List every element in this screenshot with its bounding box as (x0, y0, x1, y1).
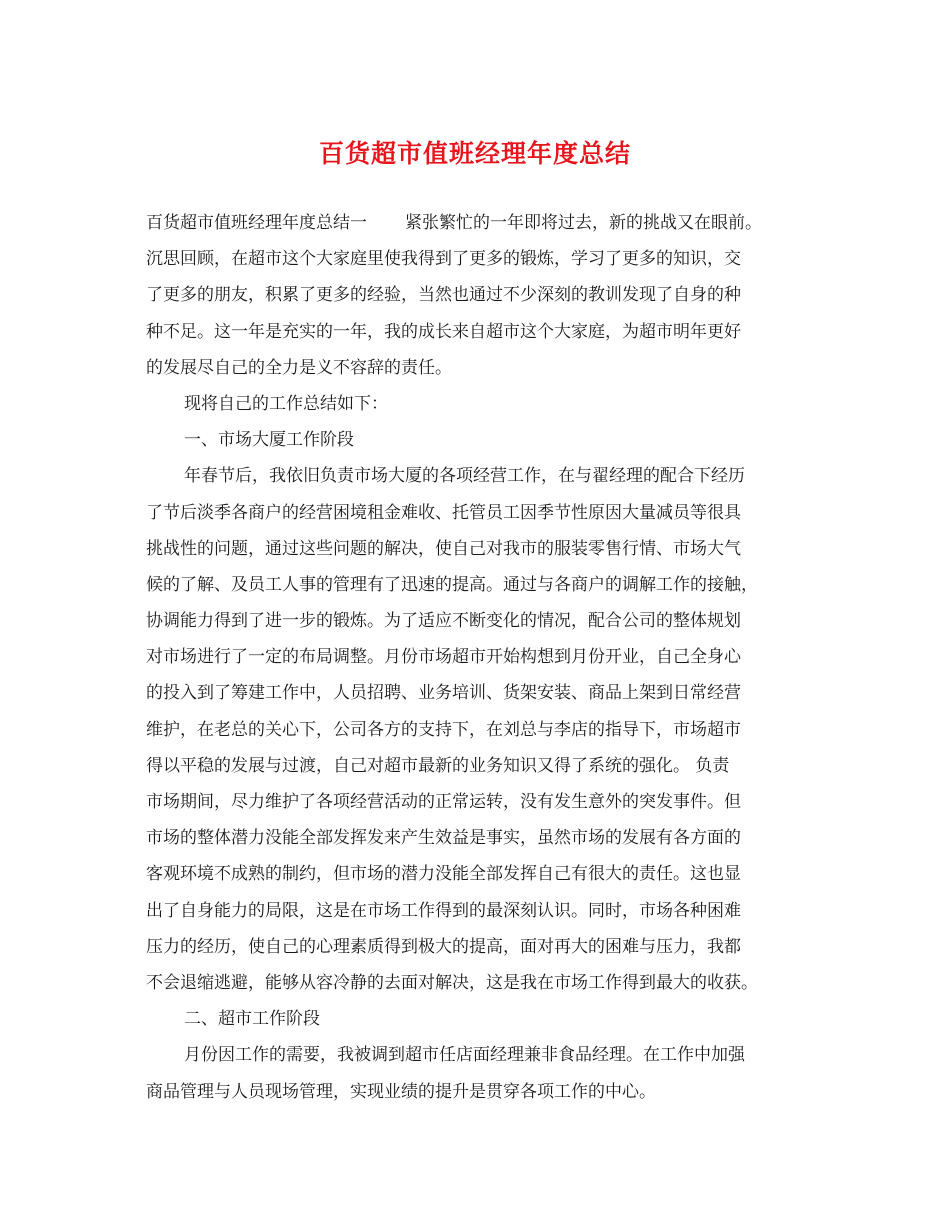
section-lead: 百货超市值班经理年度总结一 (146, 213, 367, 233)
paragraph-line: 候的了解、及员工人事的管理有了迅速的提高。通过与各商户的调解工作的接触， (146, 574, 758, 595)
paragraph-line: 的发展尽自己的全力是义不容辞的责任。 (146, 357, 452, 378)
paragraph-line: 挑战性的问题，通过这些问题的解决，使自己对我市的服装零售行情、市场大气 (146, 538, 741, 559)
paragraph-line: 现将自己的工作总结如下： (184, 393, 388, 414)
paragraph-line: 了节后淡季各商户的经营困境租金难收、托管员工因季节性原因大量减员等很具 (146, 502, 741, 523)
section-heading: 二、超市工作阶段 (184, 1009, 320, 1030)
paragraph-line: 种不足。这一年是充实的一年，我的成长来自超市这个大家庭，为超市明年更好 (146, 321, 741, 342)
paragraph-line: 月份因工作的需要，我被调到超市任店面经理兼非食品经理。在工作中加强 (184, 1045, 745, 1066)
paragraph-line: 客观环境不成熟的制约，但市场的潜力没能全部发挥自己有很大的责任。这也显 (146, 864, 741, 885)
paragraph-line: 协调能力得到了进一步的锻炼。为了适应不断变化的情况，配合公司的整体规划 (146, 611, 741, 632)
paragraph-line: 市场的整体潜力没能全部发挥发来产生效益是事实，虽然市场的发展有各方面的 (146, 828, 741, 849)
paragraph-line: 年春节后，我依旧负责市场大厦的各项经营工作，在与翟经理的配合下经历 (184, 466, 745, 487)
paragraph-line: 沉思回顾，在超市这个大家庭里使我得到了更多的锻炼，学习了更多的知识，交 (146, 249, 741, 270)
paragraph-line: 不会退缩逃避，能够从容冷静的去面对解决，这是我在市场工作得到最大的收获。 (146, 972, 758, 993)
paragraph-line: 得以平稳的发展与过渡，自己对超市最新的业务知识又得了系统的强化。 负责 (146, 755, 730, 776)
document-body (146, 205, 810, 1110)
section-heading: 一、市场大厦工作阶段 (184, 430, 354, 451)
paragraph-line: 商品管理与人员现场管理，实现业绩的提升是贯穿各项工作的中心。 (146, 1081, 656, 1102)
paragraph-line: 维护，在老总的关心下，公司各方的支持下，在刘总与李店的指导下，市场超市 (146, 719, 741, 740)
paragraph-line: 的投入到了筹建工作中，人员招聘、业务培训、货架安装、商品上架到日常经营 (146, 683, 741, 704)
paragraph-line (146, 205, 810, 241)
paragraph-line: 了更多的朋友，积累了更多的经验，当然也通过不少深刻的教训发现了自身的种 (146, 285, 741, 306)
paragraph-line: 出了自身能力的局限，这是在市场工作得到的最深刻认识。同时，市场各种困难 (146, 900, 741, 921)
document-title: 百货超市值班经理年度总结 (318, 139, 631, 168)
paragraph-line: 对市场进行了一定的布局调整。月份市场超市开始构想到月份开业，自己全身心 (146, 647, 741, 668)
paragraph-text: 紧张繁忙的一年即将过去，新的挑战又在眼前。 (405, 213, 762, 233)
paragraph-line: 市场期间，尽力维护了各项经营活动的正常运转，没有发生意外的突发事件。但 (146, 792, 741, 812)
paragraph-line: 压力的经历，使自己的心理素质得到极大的提高，面对再大的困难与压力，我都 (146, 936, 741, 957)
